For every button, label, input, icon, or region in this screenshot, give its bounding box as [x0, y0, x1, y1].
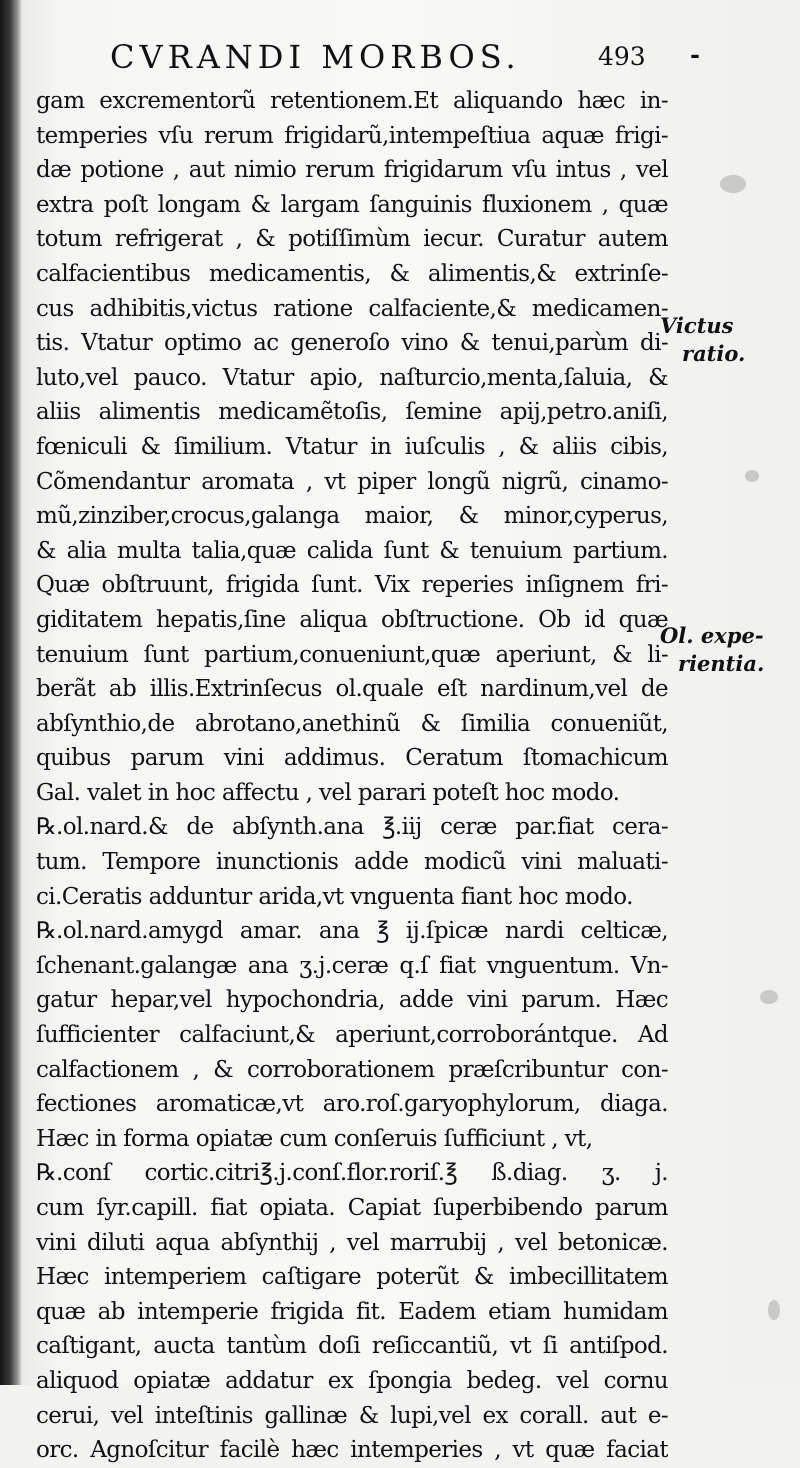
margin-note-oleum	[660, 622, 800, 678]
text-line: ℞.conſ cortic.citri℥.j.conſ.flor.roriſ.℥ ß.diag. ʒ. j.	[36, 1160, 668, 1187]
text-line: dæ potione , aut nimio rerum frigidarum vſu intus , vel	[36, 157, 668, 184]
text-line: vini diluti aqua abſynthij , vel marrubij , vel betonicæ.	[36, 1229, 668, 1256]
text-line: giditatem hepatis,ſine aliqua obſtructione. Ob id quæ	[36, 606, 668, 633]
paper-stain	[768, 1300, 780, 1320]
text-line: Hæc intemperiem caſtigare poterũt & imbecillitatem	[36, 1264, 668, 1291]
text-line: aliquod opiatæ addatur ex ſpongia bedeg. vel cornu	[36, 1367, 668, 1394]
text-line: quibus parum vini addimus. Ceratum ſtomachicum	[36, 745, 668, 772]
text-line: luto,vel pauco. Vtatur apio, naſturcio,menta,ſaluia, &	[36, 364, 668, 391]
text-line: abſynthio,de abrotano,anethinũ & ſimilia conueniũt,	[36, 710, 668, 737]
text-line: caſtigant, aucta tantùm doſi reſiccantiũ, vt ſi antiſpod.	[36, 1333, 668, 1360]
text-line: ci.Ceratis adduntur arida,vt vnguenta fiant hoc modo.	[36, 883, 633, 910]
text-line: gatur hepar,vel hypochondria, adde vini parum. Hæc	[36, 987, 668, 1014]
text-line: cerui, vel inteſtinis gallinæ & lupi,vel ex corall. aut e-	[36, 1402, 668, 1429]
text-line: gam excrementorũ retentionem.Et aliquando hæc in-	[36, 88, 668, 114]
text-line: mũ,zinziber,crocus,galanga maior, & minor,cyperus,	[36, 503, 668, 530]
margin-note-line: Ol. expe-	[660, 623, 764, 648]
text-line: berãt ab illis.Extrinſecus ol.quale eſt nardinum,vel de	[36, 676, 668, 703]
text-line: ſufficienter calfaciunt,& aperiunt,corroborántque. Ad	[36, 1022, 668, 1049]
text-line: ſchenant.galangæ ana ʒ.j.ceræ q.ſ fiat vnguentum. Vn-	[36, 952, 668, 979]
text-line: ℞.ol.nard.amygd amar. ana ℥ ij.ſpicæ nardi celticæ,	[36, 918, 668, 945]
text-line: & alia multa talia,quæ calida ſunt & tenuium partium.	[36, 537, 668, 564]
header-mark: -	[690, 40, 700, 69]
body-text	[36, 84, 668, 1468]
margin-note-line: Victus	[660, 313, 734, 338]
text-line: tum. Tempore inunctionis adde modicũ vini maluati-	[36, 849, 668, 876]
text-line: temperies vſu rerum frigidarũ,intempeſtiua aquæ frigi-	[36, 122, 668, 149]
text-line: calfactionem , & corroborationem præſcribuntur con-	[36, 1056, 668, 1083]
text-line: Hæc in forma opiatæ cum conſeruis ſufficiunt , vt,	[36, 1125, 593, 1152]
text-line: extra poſt longam & largam ſanguinis fluxionem , quæ	[36, 191, 668, 218]
margin-note-line: ratio.	[682, 341, 746, 366]
paper-stain	[760, 990, 778, 1004]
text-line: aliis alimentis medicamẽtoſis, ſemine apij,petro.aniſi,	[36, 399, 668, 426]
page-number: 493	[598, 42, 646, 71]
text-line: totum refrigerat , & potiſſimùm iecur. Curatur autem	[36, 226, 668, 253]
text-line: orc. Agnoſcitur facilè hæc intemperies , vt quæ faciat	[36, 1437, 668, 1464]
margin-note-victus	[660, 312, 800, 368]
text-line: ℞.ol.nard.& de abſynth.ana ℥.iij ceræ par.fiat cera-	[36, 814, 668, 841]
text-line: Gal. valet in hoc affectu , vel parari poteſt hoc modo.	[36, 779, 620, 806]
text-line: tis. Vtatur optimo ac generoſo vino & tenui,parùm di-	[36, 330, 668, 357]
book-spine-shadow	[0, 0, 22, 1385]
text-line: cum ſyr.capill. fiat opiata. Capiat ſuperbibendo parum	[36, 1195, 668, 1221]
text-line: cus adhibitis,victus ratione calfaciente,& medicamen-	[36, 295, 668, 322]
page-header	[110, 38, 670, 82]
paper-stain	[745, 470, 759, 482]
paper-stain	[720, 175, 746, 193]
text-line: Cõmendantur aromata , vt piper longũ nigrũ, cinamo-	[36, 468, 668, 495]
text-line: fœniculi & ſimilium. Vtatur in iuſculis , & aliis cibis,	[36, 433, 668, 460]
text-line: Quæ obſtruunt, frigida ſunt. Vix reperies inſignem fri-	[36, 572, 668, 599]
text-line: fectiones aromaticæ,vt aro.roſ.garyophylorum, diaga.	[36, 1091, 668, 1118]
text-line: tenuium ſunt partium,conueniunt,quæ aperiunt, & li-	[36, 641, 668, 668]
text-line: quæ ab intemperie frigida fit. Eadem etiam humidam	[36, 1298, 668, 1325]
text-line: calfacientibus medicamentis, & alimentis,& extrinſe-	[36, 260, 668, 287]
margin-note-line: rientia.	[678, 651, 765, 676]
running-title: CVRANDI MORBOS.	[110, 38, 521, 76]
